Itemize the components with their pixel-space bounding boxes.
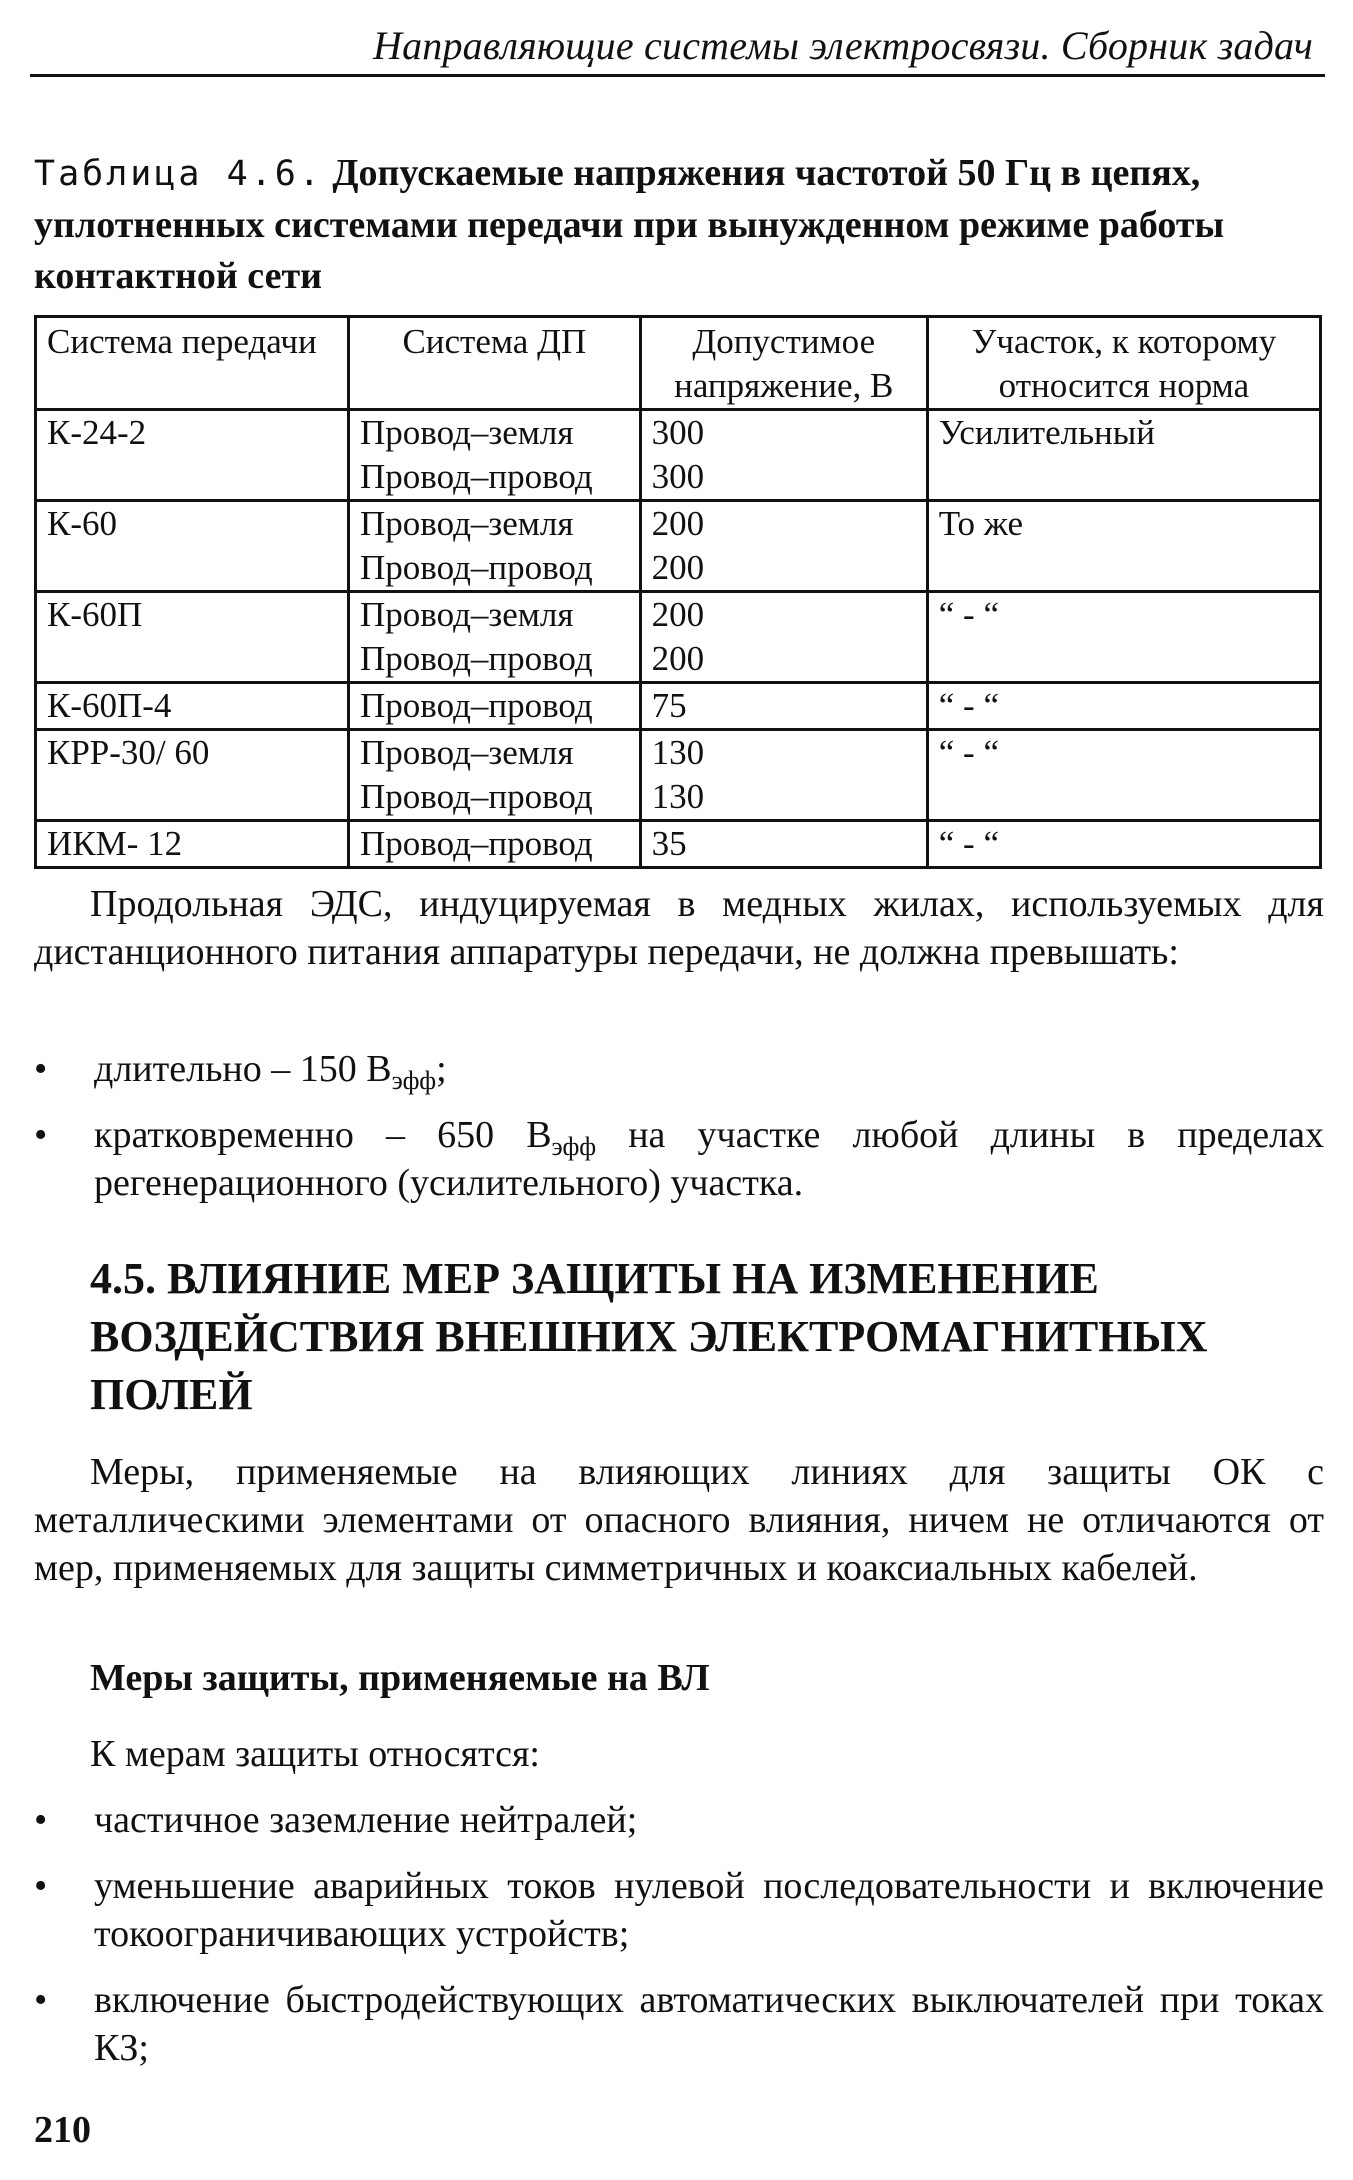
cell-dp-line: Провод–провод — [360, 777, 593, 816]
list-item: • включение быстродействующих автоматических выключателей при токах КЗ; — [34, 1976, 1324, 2072]
cell-system: К-24-2 — [36, 410, 349, 501]
list-item: • уменьшение аварийных токов нулевой последовательности и включение токоограничивающих устройств; — [34, 1862, 1324, 1958]
cell-voltage-line: 200 — [651, 595, 705, 634]
cell-dp-line: Провод–провод — [360, 639, 593, 678]
page-number: 210 — [34, 2109, 91, 2151]
emf-short-subscript: эфф — [551, 1132, 597, 1161]
list-item: • частичное заземление нейтралей; — [34, 1796, 1324, 1844]
cell-voltage-line: 300 — [651, 457, 705, 496]
cell-voltage-line: 300 — [651, 413, 705, 452]
table-row — [36, 683, 1321, 730]
table-header-row — [36, 317, 1321, 410]
cell-voltage-line: 130 — [651, 777, 705, 816]
cell-dp — [349, 821, 641, 868]
cell-dp — [349, 501, 641, 592]
cell-dp — [349, 410, 641, 501]
emf-long-end: ; — [436, 1048, 447, 1090]
cell-dp-line: Провод–земля — [360, 413, 574, 452]
table-row — [36, 730, 1321, 821]
cell-dp-line: Провод–провод — [360, 457, 593, 496]
running-head: Направляющие системы электросвязи. Сборник задач — [373, 23, 1313, 68]
subheading: Меры защиты, применяемые на ВЛ — [90, 1657, 710, 1699]
cell-voltage-line: 35 — [651, 824, 687, 863]
cell-voltage — [640, 501, 927, 592]
cell-section: То же — [927, 501, 1320, 592]
table-row — [36, 821, 1321, 868]
measures-paragraph: Меры, применяемые на влияющих линиях для защиты ОК с металлическими элементами от опасного влияния, ничем не отличаются от мер, применяемых для защиты симметричных и коаксиальных кабелей. — [34, 1451, 1324, 1589]
measures-intro: К мерам защиты относятся: — [90, 1733, 540, 1775]
cell-section: “ - “ — [927, 592, 1320, 683]
list-item — [34, 1045, 1324, 1093]
header-dp-system: Система ДП — [349, 317, 641, 410]
cell-dp-line: Провод–провод — [360, 824, 593, 863]
measures-list — [34, 1796, 1324, 2090]
emf-short-end: на участке любой длины в пределах регенерационного (усилительного) участка. — [94, 1114, 1324, 1204]
cell-voltage — [640, 410, 927, 501]
cell-voltage-line: 75 — [651, 686, 687, 725]
table-label: Таблица 4.6. — [34, 154, 323, 194]
emf-paragraph: Продольная ЭДС, индуцируемая в медных жилах, используемых для дистанционного питания аппаратуры передачи, не должна превышать: — [34, 883, 1324, 973]
cell-voltage-line: 200 — [651, 548, 705, 587]
cell-voltage-line: 130 — [651, 733, 705, 772]
table-caption — [34, 148, 1319, 302]
cell-section: Усилительный — [927, 410, 1320, 501]
table-title: Допускаемые напряжения частотой 50 Гц в цепях, уплотненных системами передачи при вынужденном режиме работы контактной сети — [34, 152, 1225, 297]
section-heading: 4.5. ВЛИЯНИЕ МЕР ЗАЩИТЫ НА ИЗМЕНЕНИЕ ВОЗДЕЙСТВИЯ ВНЕШНИХ ЭЛЕКТРОМАГНИТНЫХ ПОЛЕЙ — [90, 1254, 1208, 1419]
cell-dp — [349, 592, 641, 683]
cell-voltage — [640, 592, 927, 683]
cell-system: К-60 — [36, 501, 349, 592]
cell-system: ИКМ- 12 — [36, 821, 349, 868]
table-row — [36, 501, 1321, 592]
cell-section: “ - “ — [927, 683, 1320, 730]
header-rule — [30, 74, 1325, 77]
emf-limits-list — [34, 1045, 1324, 1225]
cell-dp-line: Провод–земля — [360, 504, 574, 543]
cell-dp-line: Провод–земля — [360, 733, 574, 772]
cell-section: “ - “ — [927, 730, 1320, 821]
emf-long-text: длительно – 150 В — [94, 1048, 392, 1090]
voltage-norms-table — [34, 315, 1322, 869]
cell-dp-line: Провод–провод — [360, 548, 593, 587]
cell-dp — [349, 730, 641, 821]
cell-voltage-line: 200 — [651, 639, 705, 678]
cell-system: КРР-30/ 60 — [36, 730, 349, 821]
header-section: Участок, к которому относится норма — [927, 317, 1320, 410]
cell-dp-line: Провод–провод — [360, 686, 593, 725]
cell-voltage — [640, 730, 927, 821]
cell-voltage-line: 200 — [651, 504, 705, 543]
header-system: Система передачи — [36, 317, 349, 410]
cell-system: К-60П-4 — [36, 683, 349, 730]
cell-section: “ - “ — [927, 821, 1320, 868]
cell-dp-line: Провод–земля — [360, 595, 574, 634]
header-voltage: Допустимое напряжение, В — [640, 317, 927, 410]
table-row — [36, 592, 1321, 683]
table-row — [36, 410, 1321, 501]
list-item — [34, 1111, 1324, 1207]
cell-dp — [349, 683, 641, 730]
emf-long-subscript: эфф — [391, 1066, 437, 1095]
cell-voltage — [640, 683, 927, 730]
cell-voltage — [640, 821, 927, 868]
cell-system: К-60П — [36, 592, 349, 683]
emf-short-text: кратковременно – 650 В — [94, 1114, 552, 1156]
